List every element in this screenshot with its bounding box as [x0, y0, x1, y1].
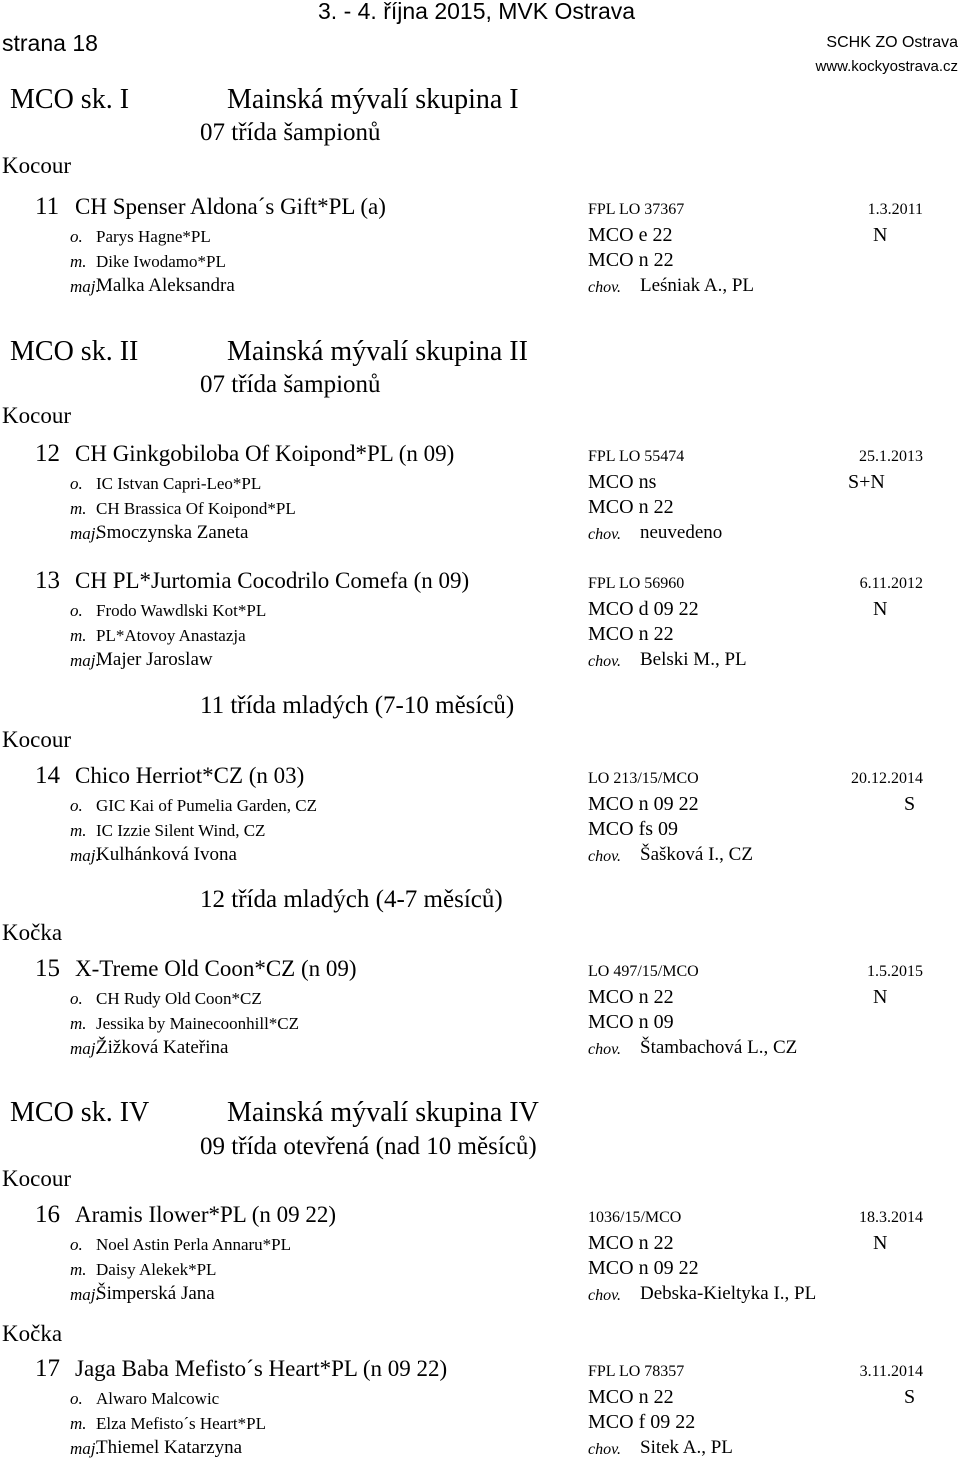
catalog-number: 11: [35, 193, 60, 220]
mother-name: PL*Atovoy Anastazja: [96, 626, 246, 645]
class-heading: 11 třída mladých (7-10 měsíců): [200, 692, 515, 719]
breeder-label: chov.: [588, 848, 622, 865]
catalog-number: 13: [35, 567, 60, 594]
birth-date: 1.5.2015: [867, 963, 923, 980]
owner-name: Šimperská Jana: [96, 1283, 215, 1304]
father-ems-code: MCO n 22: [588, 986, 674, 1008]
owner-name: Smoczynska Zaneta: [96, 522, 249, 543]
mother-ems-code: MCO n 22: [588, 496, 674, 518]
father-ems-code: MCO e 22: [588, 224, 673, 246]
breeder-name: Belski M., PL: [640, 649, 747, 670]
registration-number: LO 213/15/MCO: [588, 770, 699, 787]
cat-name: CH Spenser Aldona´s Gift*PL (a): [75, 194, 386, 219]
result: N: [873, 986, 888, 1008]
mother-ems-code: MCO n 22: [588, 623, 674, 645]
result: S: [904, 793, 916, 815]
registration-number: 1036/15/MCO: [588, 1209, 682, 1226]
group-name: Mainská mývalí skupina I: [227, 84, 519, 115]
birth-date: 3.11.2014: [859, 1363, 923, 1380]
owner-name: Thiemel Katarzyna: [96, 1437, 243, 1458]
father-name: IC Istvan Capri-Leo*PL: [96, 474, 262, 493]
group-name: Mainská mývalí skupina IV: [227, 1097, 539, 1128]
father-label: o.: [70, 227, 83, 246]
owner-name: Majer Jaroslaw: [96, 649, 213, 670]
mother-name: Daisy Alekek*PL: [96, 1260, 217, 1279]
breeder-name: Sitek A., PL: [640, 1437, 733, 1458]
cat-name: Aramis Ilower*PL (n 09 22): [75, 1202, 337, 1227]
mother-name: Elza Mefisto´s Heart*PL: [96, 1414, 266, 1433]
breeder-label: chov.: [588, 526, 622, 543]
registration-number: FPL LO 78357: [588, 1363, 685, 1380]
owner-label: maj.: [70, 524, 100, 543]
birth-date: 6.11.2012: [859, 575, 923, 592]
registration-number: FPL LO 56960: [588, 575, 685, 592]
owner-name: Malka Aleksandra: [96, 275, 235, 296]
cat-name: Jaga Baba Mefisto´s Heart*PL (n 09 22): [75, 1356, 448, 1381]
breeder-label: chov.: [588, 653, 622, 670]
owner-label: maj.: [70, 277, 100, 296]
owner-label: maj.: [70, 1439, 100, 1458]
result: S: [904, 1386, 916, 1408]
sex-heading: Kočka: [2, 920, 63, 945]
father-name: Noel Astin Perla Annaru*PL: [96, 1235, 292, 1254]
class-heading: 07 třída šampionů: [200, 371, 381, 398]
mother-ems-code: MCO fs 09: [588, 818, 679, 840]
father-ems-code: MCO ns: [588, 471, 657, 493]
catalog-number: 12: [35, 440, 60, 467]
birth-date: 20.12.2014: [851, 770, 923, 787]
breeder-name: Debska-Kieltyka I., PL: [640, 1283, 817, 1304]
class-heading: 09 třída otevřená (nad 10 měsíců): [200, 1133, 537, 1160]
sex-heading: Kocour: [2, 1166, 71, 1191]
birth-date: 18.3.2014: [859, 1209, 923, 1226]
mother-label: m.: [70, 499, 87, 518]
mother-name: CH Brassica Of Koipond*PL: [96, 499, 296, 518]
mother-name: Dike Iwodamo*PL: [96, 252, 226, 271]
mother-name: IC Izzie Silent Wind, CZ: [96, 821, 266, 840]
sex-heading: Kočka: [2, 1321, 63, 1346]
father-label: o.: [70, 1235, 83, 1254]
breeder-label: chov.: [588, 1287, 622, 1304]
cat-name: Chico Herriot*CZ (n 03): [75, 763, 305, 788]
registration-number: FPL LO 55474: [588, 448, 685, 465]
breeder-name: neuvedeno: [640, 522, 723, 543]
registration-number: FPL LO 37367: [588, 201, 685, 218]
mother-label: m.: [70, 821, 87, 840]
catalog-number: 17: [35, 1355, 60, 1382]
catalog-number: 15: [35, 955, 60, 982]
father-name: Frodo Wawdlski Kot*PL: [96, 601, 267, 620]
result: N: [873, 224, 888, 246]
class-heading: 12 třída mladých (4-7 měsíců): [200, 886, 503, 913]
mother-label: m.: [70, 1414, 87, 1433]
father-name: Parys Hagne*PL: [96, 227, 211, 246]
sex-heading: Kocour: [2, 727, 71, 752]
father-ems-code: MCO n 09 22: [588, 793, 699, 815]
owner-name: Kulhánková Ivona: [96, 844, 237, 865]
breeder-label: chov.: [588, 1441, 622, 1458]
cat-name: CH PL*Jurtomia Cocodrilo Comefa (n 09): [75, 568, 470, 593]
group-name: Mainská mývalí skupina II: [227, 336, 528, 367]
result: N: [873, 1232, 888, 1254]
result: S+N: [848, 471, 885, 493]
father-label: o.: [70, 989, 83, 1008]
catalog-number: 16: [35, 1201, 60, 1228]
owner-label: maj.: [70, 1039, 100, 1058]
breeder-label: chov.: [588, 1041, 622, 1058]
sex-heading: Kocour: [2, 403, 71, 428]
breeder-label: chov.: [588, 279, 622, 296]
birth-date: 25.1.2013: [859, 448, 923, 465]
result: N: [873, 598, 888, 620]
mother-name: Jessika by Mainecoonhill*CZ: [96, 1014, 300, 1033]
mother-label: m.: [70, 626, 87, 645]
birth-date: 1.3.2011: [867, 201, 923, 218]
mother-label: m.: [70, 1260, 87, 1279]
father-ems-code: MCO n 22: [588, 1386, 674, 1408]
cat-name: X-Treme Old Coon*CZ (n 09): [75, 956, 357, 981]
mother-label: m.: [70, 1014, 87, 1033]
event-title: 3. - 4. října 2015, MVK Ostrava: [318, 0, 636, 24]
mother-ems-code: MCO n 22: [588, 249, 674, 271]
breeder-name: Štambachová L., CZ: [640, 1037, 798, 1058]
website-link[interactable]: www.kockyostrava.cz: [815, 58, 958, 75]
owner-label: maj.: [70, 846, 100, 865]
mother-label: m.: [70, 252, 87, 271]
father-label: o.: [70, 601, 83, 620]
mother-ems-code: MCO n 09 22: [588, 1257, 699, 1279]
page-number: strana 18: [2, 30, 98, 56]
sex-heading: Kocour: [2, 153, 71, 178]
owner-label: maj.: [70, 1285, 100, 1304]
breeder-name: Leśniak A., PL: [640, 275, 754, 296]
class-heading: 07 třída šampionů: [200, 119, 381, 146]
father-label: o.: [70, 1389, 83, 1408]
owner-name: Žižková Kateřina: [96, 1037, 229, 1058]
registration-number: LO 497/15/MCO: [588, 963, 699, 980]
group-code: MCO sk. I: [10, 84, 130, 115]
father-name: Alwaro Malcowic: [96, 1389, 220, 1408]
breeder-name: Šašková I., CZ: [640, 844, 753, 865]
father-name: GIC Kai of Pumelia Garden, CZ: [96, 796, 317, 815]
father-label: o.: [70, 796, 83, 815]
father-ems-code: MCO d 09 22: [588, 598, 699, 620]
father-ems-code: MCO n 22: [588, 1232, 674, 1254]
group-code: MCO sk. II: [10, 336, 139, 367]
mother-ems-code: MCO f 09 22: [588, 1411, 696, 1433]
cat-name: CH Ginkgobiloba Of Koipond*PL (n 09): [75, 441, 455, 466]
group-code: MCO sk. IV: [10, 1097, 150, 1128]
father-label: o.: [70, 474, 83, 493]
father-name: CH Rudy Old Coon*CZ: [96, 989, 262, 1008]
owner-label: maj.: [70, 651, 100, 670]
mother-ems-code: MCO n 09: [588, 1011, 674, 1033]
organizer: SCHK ZO Ostrava: [826, 34, 958, 51]
catalog-number: 14: [35, 762, 60, 789]
